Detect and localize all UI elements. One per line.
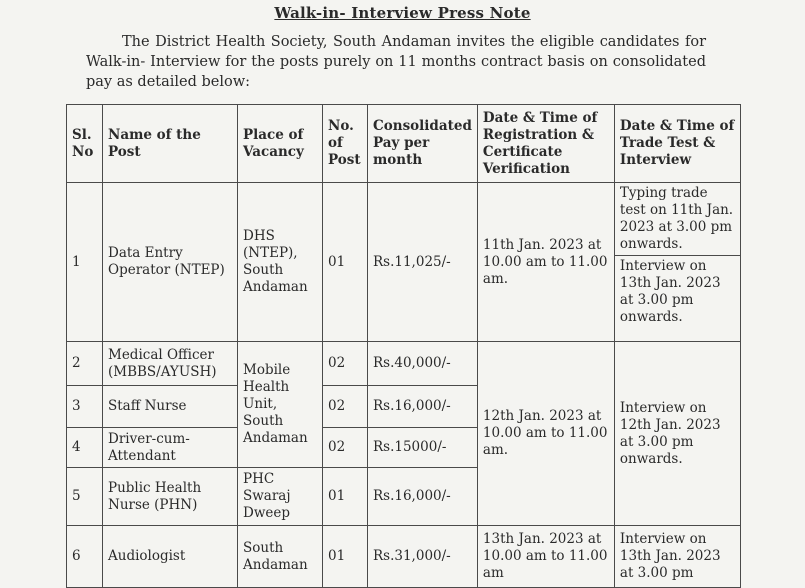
row1-interview-a: Typing trade test on 11th Jan. 2023 at 3.00 pm onwards. bbox=[614, 183, 740, 256]
intro-text: The District Health Society, South Andaman invites the eligible candidates for Walk-in- Interview for the posts purely on 11 months contract basis on consolidated pay as detailed below: bbox=[86, 34, 706, 90]
row1-count: 01 bbox=[323, 183, 368, 342]
row6-registration: 13th Jan. 2023 at 10.00 am to 11.00 am bbox=[477, 526, 614, 588]
table-header-row bbox=[67, 105, 741, 183]
row6-sl: 6 bbox=[67, 526, 103, 588]
row2-count: 02 bbox=[323, 342, 368, 386]
intro-paragraph bbox=[86, 32, 706, 92]
header-pay: Consolidated Pay per month bbox=[368, 105, 478, 183]
page-title: Walk-in- Interview Press Note bbox=[274, 4, 531, 22]
row4-pay: Rs.15000/- bbox=[368, 428, 478, 468]
row2-sl: 2 bbox=[67, 342, 103, 386]
header-interview: Date & Time of Trade Test & Interview bbox=[614, 105, 740, 183]
row3-count: 02 bbox=[323, 386, 368, 428]
row5-post: Public Health Nurse (PHN) bbox=[103, 468, 238, 526]
header-place: Place of Vacancy bbox=[238, 105, 323, 183]
row2-post: Medical Officer (MBBS/AYUSH) bbox=[103, 342, 238, 386]
row6-pay: Rs.31,000/- bbox=[368, 526, 478, 588]
row1-post: Data Entry Operator (NTEP) bbox=[103, 183, 238, 342]
header-post: Name of the Post bbox=[103, 105, 238, 183]
row6-post: Audiologist bbox=[103, 526, 238, 588]
row1-registration-a: 11th Jan. 2023 at 10.00 am to 11.00 am. bbox=[477, 183, 614, 342]
row3-pay: Rs.16,000/- bbox=[368, 386, 478, 428]
vacancy-table bbox=[66, 104, 741, 588]
header-count: No. of Post bbox=[323, 105, 368, 183]
table-row bbox=[67, 183, 741, 256]
row1-pay: Rs.11,025/- bbox=[368, 183, 478, 342]
header-registration: Date & Time of Registration & Certificate Verification bbox=[477, 105, 614, 183]
row5-count: 01 bbox=[323, 468, 368, 526]
row1-place: DHS (NTEP), South Andaman bbox=[238, 183, 323, 342]
row2-pay: Rs.40,000/- bbox=[368, 342, 478, 386]
table-row bbox=[67, 526, 741, 588]
group-interview: Interview on 12th Jan. 2023 at 3.00 pm onwards. bbox=[614, 342, 740, 526]
row1-sl: 1 bbox=[67, 183, 103, 342]
row5-pay: Rs.16,000/- bbox=[368, 468, 478, 526]
row3-post: Staff Nurse bbox=[103, 386, 238, 428]
row4-count: 02 bbox=[323, 428, 368, 468]
row5-sl: 5 bbox=[67, 468, 103, 526]
row3-sl: 3 bbox=[67, 386, 103, 428]
group-registration: 12th Jan. 2023 at 10.00 am to 11.00 am. bbox=[477, 342, 614, 526]
row6-interview: Interview on 13th Jan. 2023 at 3.00 pm bbox=[614, 526, 740, 588]
row6-count: 01 bbox=[323, 526, 368, 588]
row4-post: Driver-cum-Attendant bbox=[103, 428, 238, 468]
row1-interview-b: Interview on 13th Jan. 2023 at 3.00 pm onwards. bbox=[614, 256, 740, 342]
group-place: Mobile Health Unit, South Andaman bbox=[238, 342, 323, 468]
row5-place: PHC Swaraj Dweep bbox=[238, 468, 323, 526]
table-row bbox=[67, 342, 741, 386]
header-sl: Sl. No bbox=[67, 105, 103, 183]
row6-place: South Andaman bbox=[238, 526, 323, 588]
row4-sl: 4 bbox=[67, 428, 103, 468]
